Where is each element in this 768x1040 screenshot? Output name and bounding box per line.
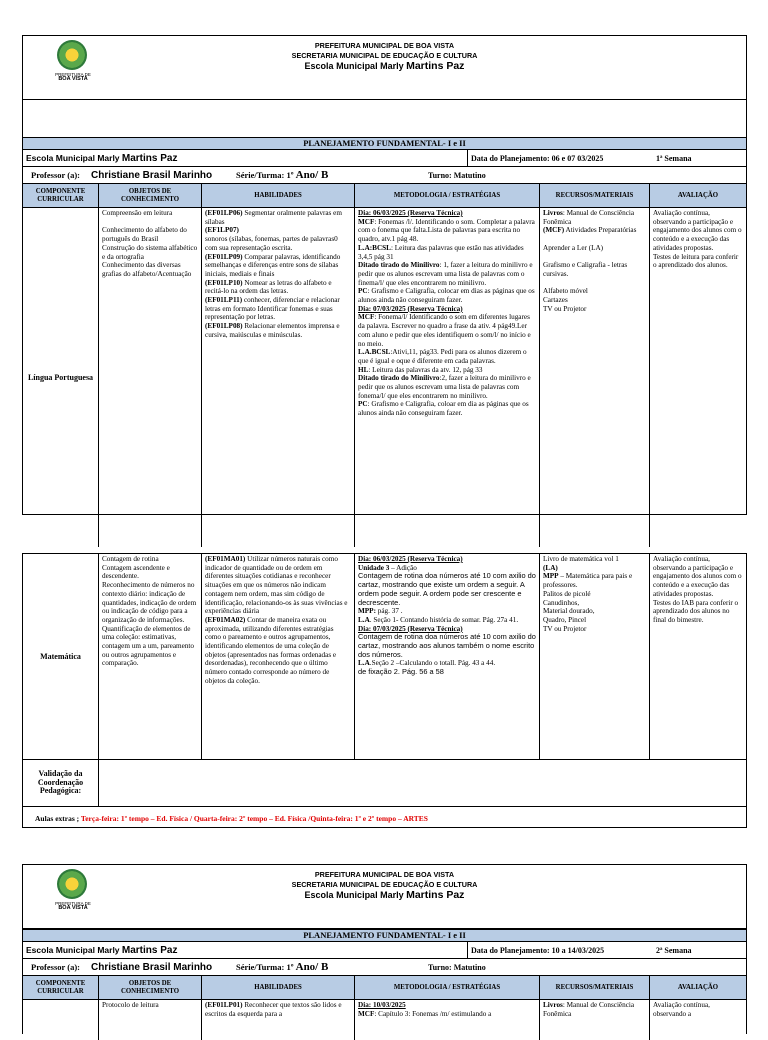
cell-line: Avaliação contínua, observando a participação e engajamento dos alunos com o conteúdo e a execução das atividades propostas. <box>653 555 742 598</box>
cell-line: Contagem de rotina <box>102 555 159 563</box>
objetos-cell <box>99 554 202 759</box>
avaliacao-cell <box>650 208 746 547</box>
cell-line: Unidade 3 – Adição <box>358 563 417 572</box>
metodologia-cell <box>355 208 540 547</box>
validacao-field <box>99 760 746 806</box>
col-avaliacao: AVALIAÇÃO <box>677 191 719 199</box>
cell-line: L.A. Seção 1- Contando história de somar. Pág. 27a 41. <box>358 615 519 624</box>
cell-line: de fixação 2. Pág. 56 a 58 <box>358 667 444 677</box>
subject-cell: Língua Portuguesa <box>23 208 99 547</box>
cell-line: Aprender a Ler (LA) <box>543 243 604 252</box>
cell-line: Reconhecimento de números no contexto diário: indicação de quantidades, indicação de ordem ou indicação de código para a organização de informações. <box>102 581 197 624</box>
cell-line: Cartazes <box>543 296 568 305</box>
cell-line: Conhecimento das diversas grafias do alfabeto/Acentuação <box>102 261 192 278</box>
plan-sheet-week2 <box>22 864 747 1034</box>
col-recursos: RECURSOS/MATERIAIS <box>540 184 650 207</box>
cell-line: Canudinhos, <box>543 598 580 607</box>
habilidades-cell: (EF01LP01) Reconhecer que textos são lidos e escritos da esquerda para a <box>202 1000 355 1040</box>
professor-label: Professor (a): <box>31 170 81 180</box>
serie-turma: Série/Turma: 1º Ano/ B <box>236 169 329 181</box>
cell-line: Palitos de picolé <box>543 589 591 598</box>
recursos-cell <box>540 208 650 547</box>
cell-line: Dia: 07/03/2025 (Reserva Técnica) <box>358 304 463 313</box>
metodologia-cell: Dia: 10/03/2025 MCF: Capítulo 3: Fonemas /m/ estimulando a <box>355 1000 540 1040</box>
col-objetos: OBJETOS DE CONHECIMENTO <box>99 184 202 207</box>
cell-line: (EF01MA01) Utilizar números naturais como indicador de quantidade ou de ordem em diferentes situações cotidianas e reconhecer situações em que os números não indicam contagem nem ordem, mas sim código de identificação, relacionando-os às suas vivências e experiências diária <box>205 555 348 616</box>
metodologia-cell <box>355 554 540 759</box>
cell-line: (EF01LP09) Comparar palavras, identificando semelhanças e diferenças entre sons de sílabas iniciais, mediais e finais <box>205 252 341 278</box>
letterhead-line3: Escola Municipal Marly Martins Paz <box>304 60 465 72</box>
letterhead-line1: PREFEITURA MUNICIPAL DE BOA VISTA <box>314 41 455 50</box>
cell-line: Livro de matemática vol 1 <box>543 555 619 563</box>
cell-line: (EF01LP08) Relacionar elementos imprensa e cursiva, maiúsculas e minúsculas. <box>205 322 340 339</box>
cell-line <box>102 218 198 227</box>
cell-line: (EF1LP07) <box>205 226 239 235</box>
validacao-row <box>23 759 746 807</box>
cell-line: Contagem de rotina doa números até 10 com axilio do cartaz, mostrando que existe um ordem a seguir. A ordem pode seguir. A ordem pode ser crescente e decrescente. <box>358 571 536 607</box>
habilidades-cell <box>202 208 355 547</box>
plan-date: Data do Planejamento: 06 e 07 03/2025 <box>471 153 604 163</box>
cell-line <box>543 253 646 262</box>
letterhead <box>23 36 746 100</box>
cell-line: Conhecimento do alfabeto do português do Brasil <box>102 226 187 244</box>
cell-line: L.A.BCSL:Ativi,11, pág33. Pedi para os alunos dizerem o que é igual e oque é diferente em cada palavras. <box>358 348 527 365</box>
cell-line: MPP – Matemática para pais e professores. <box>543 572 633 590</box>
school-name: Escola Municipal Marly Martins Paz <box>23 150 468 166</box>
cell-line: Compreensão em leitura <box>102 209 173 217</box>
cell-line: L.A:BCSL: Leitura das palavras que estão nas atividades 3,4,5 pág 31 <box>358 243 524 261</box>
cell-line: Livros: Manual de Consciência Fonêmica <box>543 209 635 226</box>
cell-line: Contagem de rotina doa números até 10 com axilio do cartaz, mostrando aos alunos também o nome escrito dos números. <box>358 632 536 659</box>
cell-line: L.A.Seção 2 –Calculando o totall. Pág. 43 a 44. <box>358 659 496 668</box>
cell-line: Dia: 07/03/2025 (Reserva Técnica) <box>358 624 463 633</box>
cell-line: Dia: 06/03/2025 (Reserva Técnica) <box>358 555 463 563</box>
col-componente: COMPONENTE CURRICULAR <box>23 184 99 207</box>
cell-line: PC: Grafismo e Caligrafia, colocar em dias as páginas que os alunos ainda não conseguiram fazer. <box>358 287 535 305</box>
cell-line: TV ou Projetor <box>543 304 587 313</box>
cell-line: Dia: 06/03/2025 (Reserva Técnica) <box>358 209 463 217</box>
professor-row: Professor (a): Christiane Brasil Marinho Série/Turma: 1º Ano/ B Turno: Matutino <box>23 959 746 976</box>
cell-line <box>543 279 646 288</box>
plan-title: PLANEJAMENTO FUNDAMENTAL- I e II <box>23 929 746 942</box>
habilidades-cell <box>202 554 355 759</box>
cell-line: Avaliação contínua, observando a participação e engajamento dos alunos com o conteúdo e a execução das atividades propostas. <box>653 209 742 252</box>
week-label: 2ª Semana <box>656 945 692 955</box>
row-matematica <box>23 554 746 759</box>
subject-cell: Matemática <box>23 554 99 759</box>
col-habilidades: HABILIDADES <box>202 184 355 207</box>
cell-line: Grafismo e Caligrafia - letras cursivas. <box>543 261 628 278</box>
cell-line: Construção do sistema alfabético e da ortografia <box>102 243 198 261</box>
avaliacao-cell <box>650 554 746 759</box>
cell-line: Alfabeto móvel <box>543 287 588 296</box>
cell-line: Ditado tirado do Minilivro: 1, fazer a leitura do minilivro e pedir que os alunos escrevam uma lista de palavras com o finema/l/ que eles encontrarem no minilivro. <box>358 261 533 287</box>
cell-line: (EF01LP10) Nomear as letras do alfabeto e recitá-lo na ordem das letras. <box>205 278 332 296</box>
cell-line: Quantificação de elementos de uma coleção: estimativas, contagem um a um, pareamento ou outros agrupamentos e comparação. <box>102 624 195 668</box>
objetos-cell: Protocolo de leitura <box>99 1000 202 1040</box>
week-label: 1ª Semana <box>656 153 692 163</box>
professor-row <box>23 167 746 184</box>
recursos-cell <box>540 554 650 759</box>
cell-line: (EF01MA02) Contar de maneira exata ou aproximada, utilizando diferentes estratégias como o pareamento e outros agrupamentos, identificando elementos de uma coleção de objetos (apresentados nas formas ordenadas e desordenadas), reconhecendo que o último número contado corresponde ao número de objetos da coleção. <box>205 615 337 685</box>
cell-line: (EF01LP06) Segmentar oralmente palavras em sílabas <box>205 209 342 226</box>
professor-name: Christiane Brasil Marinho <box>91 169 213 181</box>
cell-line: MPP: pág. 37 . <box>358 607 403 616</box>
avaliacao-cell: Avaliação contínua, observando a <box>653 1001 710 1018</box>
cell-line: Contagem ascendente e descendente. <box>102 563 170 581</box>
row-lingua-portuguesa <box>23 208 746 547</box>
cell-line: sonoros (sílabas, fonemas, partes de palavras0 com sua representação escrita. <box>205 235 338 252</box>
col-metodologia: METODOLOGIA / ESTRATÉGIAS <box>355 184 540 207</box>
turno: Turno: Matutino <box>428 170 486 180</box>
school-row: Escola Municipal Marly Martins Paz Data do Planejamento: 10 a 14/03/2025 2ª Semana <box>23 942 746 959</box>
plan-sheet-week1-cont <box>22 553 747 828</box>
cell-line: (LA) <box>543 563 558 572</box>
cell-line: Testes do IAB para conferir o aprendizado dos alunos no final do bimestre. <box>653 598 739 624</box>
cell-line: HL: Leitura das palavras da atv. 12, pág 33 <box>358 365 483 374</box>
table-header <box>23 184 746 208</box>
cell-line: Testes de leitura para conferir o aprendizado dos alunos. <box>653 252 739 270</box>
cell-line: Quadro, Pincel <box>543 615 587 624</box>
cell-line: (EF01LP11) conhecer, diferenciar e relacionar letras em formato Identificar fonemas e suas representação por letras. <box>205 296 340 322</box>
table-header: COMPONENTE CURRICULAR OBJETOS DE CONHECIMENTO HABILIDADES METODOLOGIA / ESTRATÉGIAS RECURSOS/MATERIAIS AVALIAÇÃO <box>23 976 746 1000</box>
cell-line: MCF: Fonema/l/ Identificando o som em diferentes lugares da palavra. Escrever no quadro a frase da ativ. 4 pág49.Ler com aluno e pedir que eles identifiquem o som/l/ no início e no meio. <box>358 313 531 348</box>
school-row <box>23 150 746 167</box>
cell-line: TV ou Projetor <box>543 624 587 633</box>
prefeitura-logo: PREFEITURA DE BOA VISTA <box>53 40 93 90</box>
prefeitura-logo: PREFEITURA DE BOA VISTA <box>53 869 93 919</box>
plan-date: Data do Planejamento: 10 a 14/03/2025 <box>471 945 605 955</box>
cell-line: PC: Grafismo e Caligrafia, coloar em dia as páginas que os alunos ainda não conseguiram fazer. <box>358 400 529 418</box>
cell-line: MCF: Fonemas /l/. Identificando o som. Completar a palavra com o fonema que falta.Lista de palavras para escrita no quadro, atv.1 pág 48. <box>358 217 535 244</box>
aulas-extras: Aulas extras ; Terça-feira: 1º tempo – Ed. Física / Quarta-feira: 2º tempo – Ed. Física /Quinta-feira: 1º e 2º tempo – ARTES <box>35 814 428 823</box>
cell-line: Ditado tirado do Minilivro:2, fazer a leitura do minilivro e pedir que os alunos escrevam uma lista de palavras com fonema/l/ que eles encontrarem no minilivro. <box>358 374 531 400</box>
objetos-cell <box>99 208 202 547</box>
cell-line: Material dourado, <box>543 607 595 616</box>
recursos-cell: Livros: Manual de Consciência Fonêmica <box>540 1000 650 1040</box>
letterhead-line2: SECRETARIA MUNICIPAL DE EDUCAÇÃO E CULTURA <box>291 51 478 60</box>
row-week2-first <box>23 1000 746 1040</box>
validacao-label: Validação da Coordenação Pedagógica: <box>23 760 99 806</box>
cell-line: (MCF) Atividades Preparatórias <box>543 226 637 235</box>
cell-line <box>543 235 646 244</box>
letterhead: PREFEITURA DE BOA VISTA PREFEITURA MUNICIPAL DE BOA VISTA SECRETARIA MUNICIPAL DE EDUCAÇÃO E CULTURA Escola Municipal Marly Martins Paz <box>23 865 746 929</box>
plan-sheet-week1 <box>22 35 747 515</box>
plan-title: PLANEJAMENTO FUNDAMENTAL- I e II <box>23 137 746 150</box>
